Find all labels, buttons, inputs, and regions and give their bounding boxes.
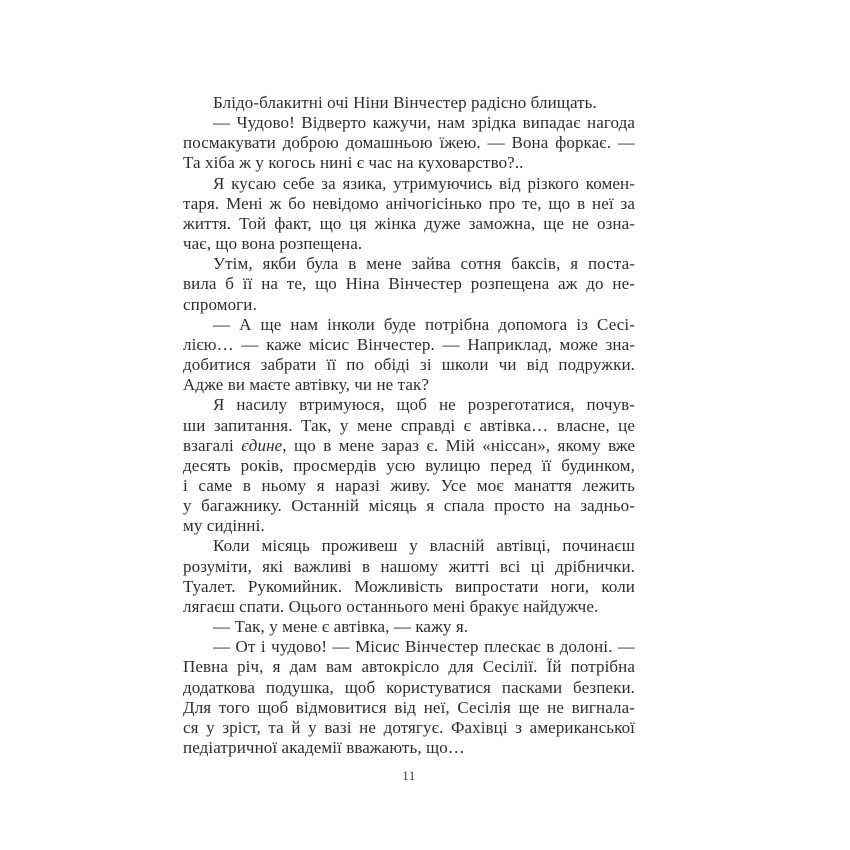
paragraph [183,113,635,173]
text-line: лією… — каже місис Вінчестер. — Наприклад, може зна- [183,334,635,354]
page-number: 11 [402,768,416,783]
text-segment: , що в мене зараз є. Мій «ніссан», якому вже [282,435,636,455]
text-line: у багажнику. Останній місяць я спала просто на задньо- [183,496,635,516]
paragraph [183,93,635,113]
text-line: лягаєш спати. Оцього останнього мені бракує найдужче. [183,596,599,616]
text-line: — А ще нам інколи буде потрібна допомога із Сесі- [213,314,635,334]
text-segment: взагалі [183,435,242,455]
text-line: посмакувати доброю домашньою їжею. — Вона форкає. — [183,133,635,153]
text-line: Я насилу втримуюся, щоб не розреготатися, почув- [213,395,635,415]
paragraph [183,254,635,314]
text-line: му сидінні. [183,516,265,536]
paragraph [183,637,635,758]
text-line: Адже ви маєте автівку, чи не так? [183,375,430,395]
text-line: спромоги. [183,294,257,314]
text-line: Коли місяць проживеш у власній автівці, починаєш [213,536,635,556]
text-line: Для того щоб відмовитися від неї, Сесілія ще не вигнала- [183,697,635,717]
text-line: Та хіба ж у когось нині є час на куховарство?.. [183,153,524,173]
text-line: таря. Мені ж бо невідомо анічогісінько про те, що в неї за [183,193,635,213]
text-line: і саме в ньому я наразі живу. Усе моє манаття лежить [183,475,635,495]
paragraph [183,174,635,255]
text-line: Я кусаю себе за язика, утримуючись від різкого комен- [213,173,635,193]
text-line: Блідо-блакитні очі Ніни Вінчестер радісно блищать. [213,93,597,112]
text-line: життя. Той факт, що ця жінка дуже заможна, ще не озна- [183,213,635,233]
text-line: — От і чудово! — Місис Вінчестер плескає в долоні. — [213,637,635,657]
text-line: ся у зріст, та й у вазі не дотягує. Фахівці з американської [183,717,635,737]
paragraph [183,315,635,396]
text-line: розуміти, які важливі в нашому житті всі ці дрібнички. [183,556,635,576]
text-line: вила б її на те, що Ніна Вінчестер розпещена аж до не- [183,274,635,294]
page-text [183,93,635,758]
text-line: Туалет. Рукомийник. Можливість випростати ноги, коли [183,576,635,596]
text-line: додаткова подушка, щоб користуватися пасками безпеки. [183,677,635,697]
text-line [183,436,635,456]
italic-word: єдине [241,435,283,455]
paragraph [183,617,635,637]
text-line: чає, що вона розпещена. [183,234,363,254]
text-line: — Так, у мене є автівка, — кажу я. [213,617,469,637]
text-line: добитися забрати її по обіді зі школи чи від подружки. [183,355,635,375]
text-line: ши запитання. Так, у мене справді є автівка… власне, це [183,415,635,435]
text-line: Певна річ, я дам вам автокрісло для Сесілії. Їй потрібна [183,657,635,677]
paragraph [183,536,635,617]
text-line: десять років, просмердів усю вулицю перед її будинком, [183,455,635,475]
text-line: Утім, якби була в мене зайва сотня баксів, я поста- [213,254,635,274]
text-line: — Чудово! Відверто кажучи, нам зрідка випадає нагода [213,113,635,133]
text-line: педіатричної академії вважають, що… [183,738,465,757]
paragraph [183,395,635,536]
